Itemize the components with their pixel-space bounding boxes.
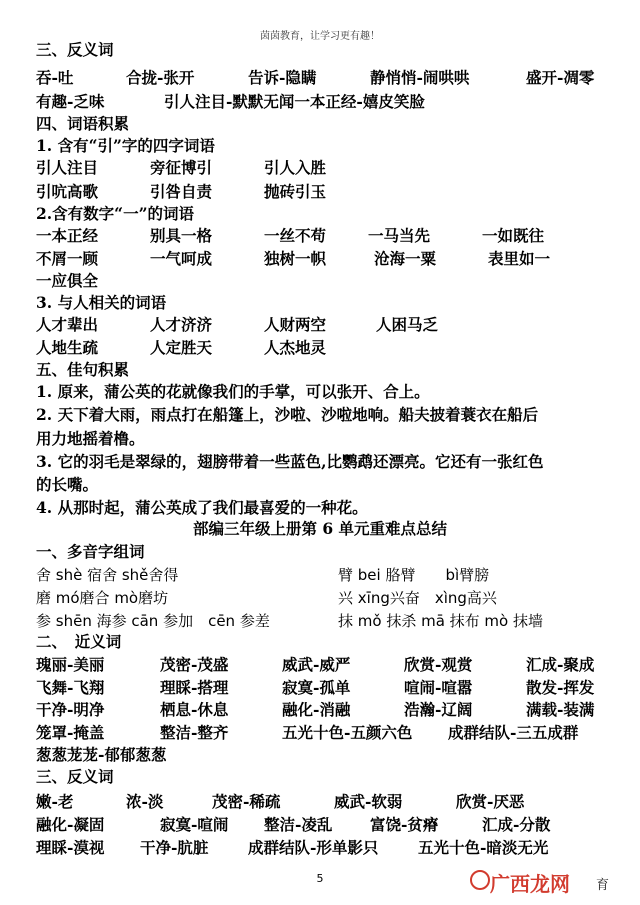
word: 引人注目-默默无闻一本正经-嬉皮笑脸	[164, 92, 425, 111]
word: 干净-明净	[36, 700, 105, 719]
subheading: 1. 含有“引”字的四字词语	[36, 136, 215, 155]
polyphone: 舍 shè 宿舍 shě舍得	[36, 566, 179, 584]
sentence: 的长嘴。	[36, 475, 99, 494]
word: 盛开-凋零	[526, 68, 595, 87]
word: 告诉-隐瞒	[248, 68, 317, 87]
word: 独树一帜	[264, 249, 327, 268]
polyphone: 抹 mǒ 抹杀 mā 抹布 mò 抹墙	[338, 612, 543, 630]
word: 瑰丽-美丽	[36, 655, 105, 674]
word: 引咎自责	[150, 182, 213, 201]
word: 引吭高歌	[36, 182, 99, 201]
word: 栖息-休息	[160, 700, 229, 719]
word: 人困马乏	[376, 315, 439, 334]
word: 整洁-整齐	[160, 723, 229, 742]
word: 合拢-张开	[126, 68, 195, 87]
word: 融化-消融	[282, 700, 351, 719]
word: 理睬-搭理	[160, 678, 229, 697]
watermark-suffix: 育	[596, 878, 610, 893]
word: 干净-肮脏	[140, 838, 209, 857]
word: 一气呵成	[150, 249, 213, 268]
word: 笼罩-掩盖	[36, 723, 105, 742]
word: 有趣-乏味	[36, 92, 105, 111]
section-heading: 四、词语积累	[36, 114, 130, 133]
word: 富饶-贫瘠	[370, 815, 439, 834]
section-heading: 五、佳句积累	[36, 360, 130, 379]
watermark-logo-icon	[470, 870, 490, 890]
word: 寂寞-孤单	[282, 678, 351, 697]
page-number: 5	[316, 872, 324, 885]
word: 融化-凝固	[36, 815, 105, 834]
word: 五光十色-暗淡无光	[418, 838, 549, 857]
word: 人才济济	[150, 315, 213, 334]
word: 葱葱茏茏-郁郁葱葱	[36, 745, 167, 764]
word: 人杰地灵	[264, 338, 327, 357]
word: 汇成-分散	[482, 815, 551, 834]
section-heading: 三、反义词	[36, 767, 114, 786]
word: 静悄悄-闹哄哄	[370, 68, 470, 87]
word: 成群结队-形单影只	[248, 838, 379, 857]
word: 满载-装满	[526, 700, 595, 719]
word: 茂密-稀疏	[212, 792, 281, 811]
word: 欣赏-观赏	[404, 655, 473, 674]
subheading: 2.含有数字“一”的词语	[36, 204, 195, 223]
page-title: 部编三年级上册第 6 单元重难点总结	[192, 519, 448, 538]
sentence: 2. 天下着大雨，雨点打在船篷上，沙啦、沙啦地响。船夫披着蓑衣在船后	[36, 405, 539, 424]
word: 汇成-聚成	[526, 655, 595, 674]
word: 理睬-漠视	[36, 838, 105, 857]
section-heading: 三、反义词	[36, 40, 114, 59]
sentence: 3. 它的羽毛是翠绿的，翅膀带着一些蓝色,比鹦鹉还漂亮。它还有一张红色	[36, 452, 544, 471]
subheading: 3. 与人相关的词语	[36, 293, 167, 312]
sentence: 1. 原来，蒲公英的花就像我们的手掌，可以张开、合上。	[36, 382, 430, 401]
word: 吞-吐	[36, 68, 74, 87]
word: 沧海一粟	[374, 249, 437, 268]
sentence: 4. 从那时起，蒲公英成了我们最喜爱的一种花。	[36, 498, 368, 517]
word: 一如既往	[482, 226, 545, 245]
word: 一马当先	[368, 226, 431, 245]
word: 人定胜天	[150, 338, 213, 357]
word: 整洁-凌乱	[264, 815, 333, 834]
word: 人地生疏	[36, 338, 99, 357]
word: 旁征博引	[150, 158, 213, 177]
word: 抛砖引玉	[264, 182, 327, 201]
section-heading: 二、 近义词	[36, 632, 122, 651]
word: 喧闹-喧嚣	[404, 678, 473, 697]
watermark-brand: 广西龙网	[490, 872, 570, 896]
polyphone: 参 shēn 海参 cān 参加 cēn 参差	[36, 612, 270, 630]
word: 一应俱全	[36, 271, 99, 290]
word: 人才辈出	[36, 315, 99, 334]
word: 一本正经	[36, 226, 99, 245]
word: 别具一格	[150, 226, 213, 245]
polyphone: 磨 mó磨合 mò磨坊	[36, 589, 169, 607]
page-header: 茵茵教育，让学习更有趣！	[260, 31, 380, 42]
word: 成群结队-三五成群	[448, 723, 579, 742]
section-heading: 一、多音字组词	[36, 542, 145, 561]
word: 人财两空	[264, 315, 327, 334]
word: 一丝不苟	[264, 226, 327, 245]
word: 威武-威严	[282, 655, 351, 674]
word: 引人注目	[36, 158, 99, 177]
polyphone: 臂 bei 胳臂 bì臂膀	[338, 566, 490, 584]
word: 不屑一顾	[36, 249, 99, 268]
word: 茂密-茂盛	[160, 655, 229, 674]
polyphone: 兴 xīng兴奋 xìng高兴	[338, 589, 497, 607]
sentence: 用力地摇着橹。	[36, 429, 145, 448]
word: 散发-挥发	[526, 678, 595, 697]
word: 嫩-老	[36, 792, 74, 811]
word: 五光十色-五颜六色	[282, 723, 413, 742]
word: 威武-软弱	[334, 792, 403, 811]
word: 浓-淡	[126, 792, 164, 811]
word: 飞舞-飞翔	[36, 678, 105, 697]
word: 浩瀚-辽阔	[404, 700, 473, 719]
word: 引人入胜	[264, 158, 327, 177]
word: 欣赏-厌恶	[456, 792, 525, 811]
word: 寂寞-喧闹	[160, 815, 229, 834]
word: 表里如一	[488, 249, 551, 268]
